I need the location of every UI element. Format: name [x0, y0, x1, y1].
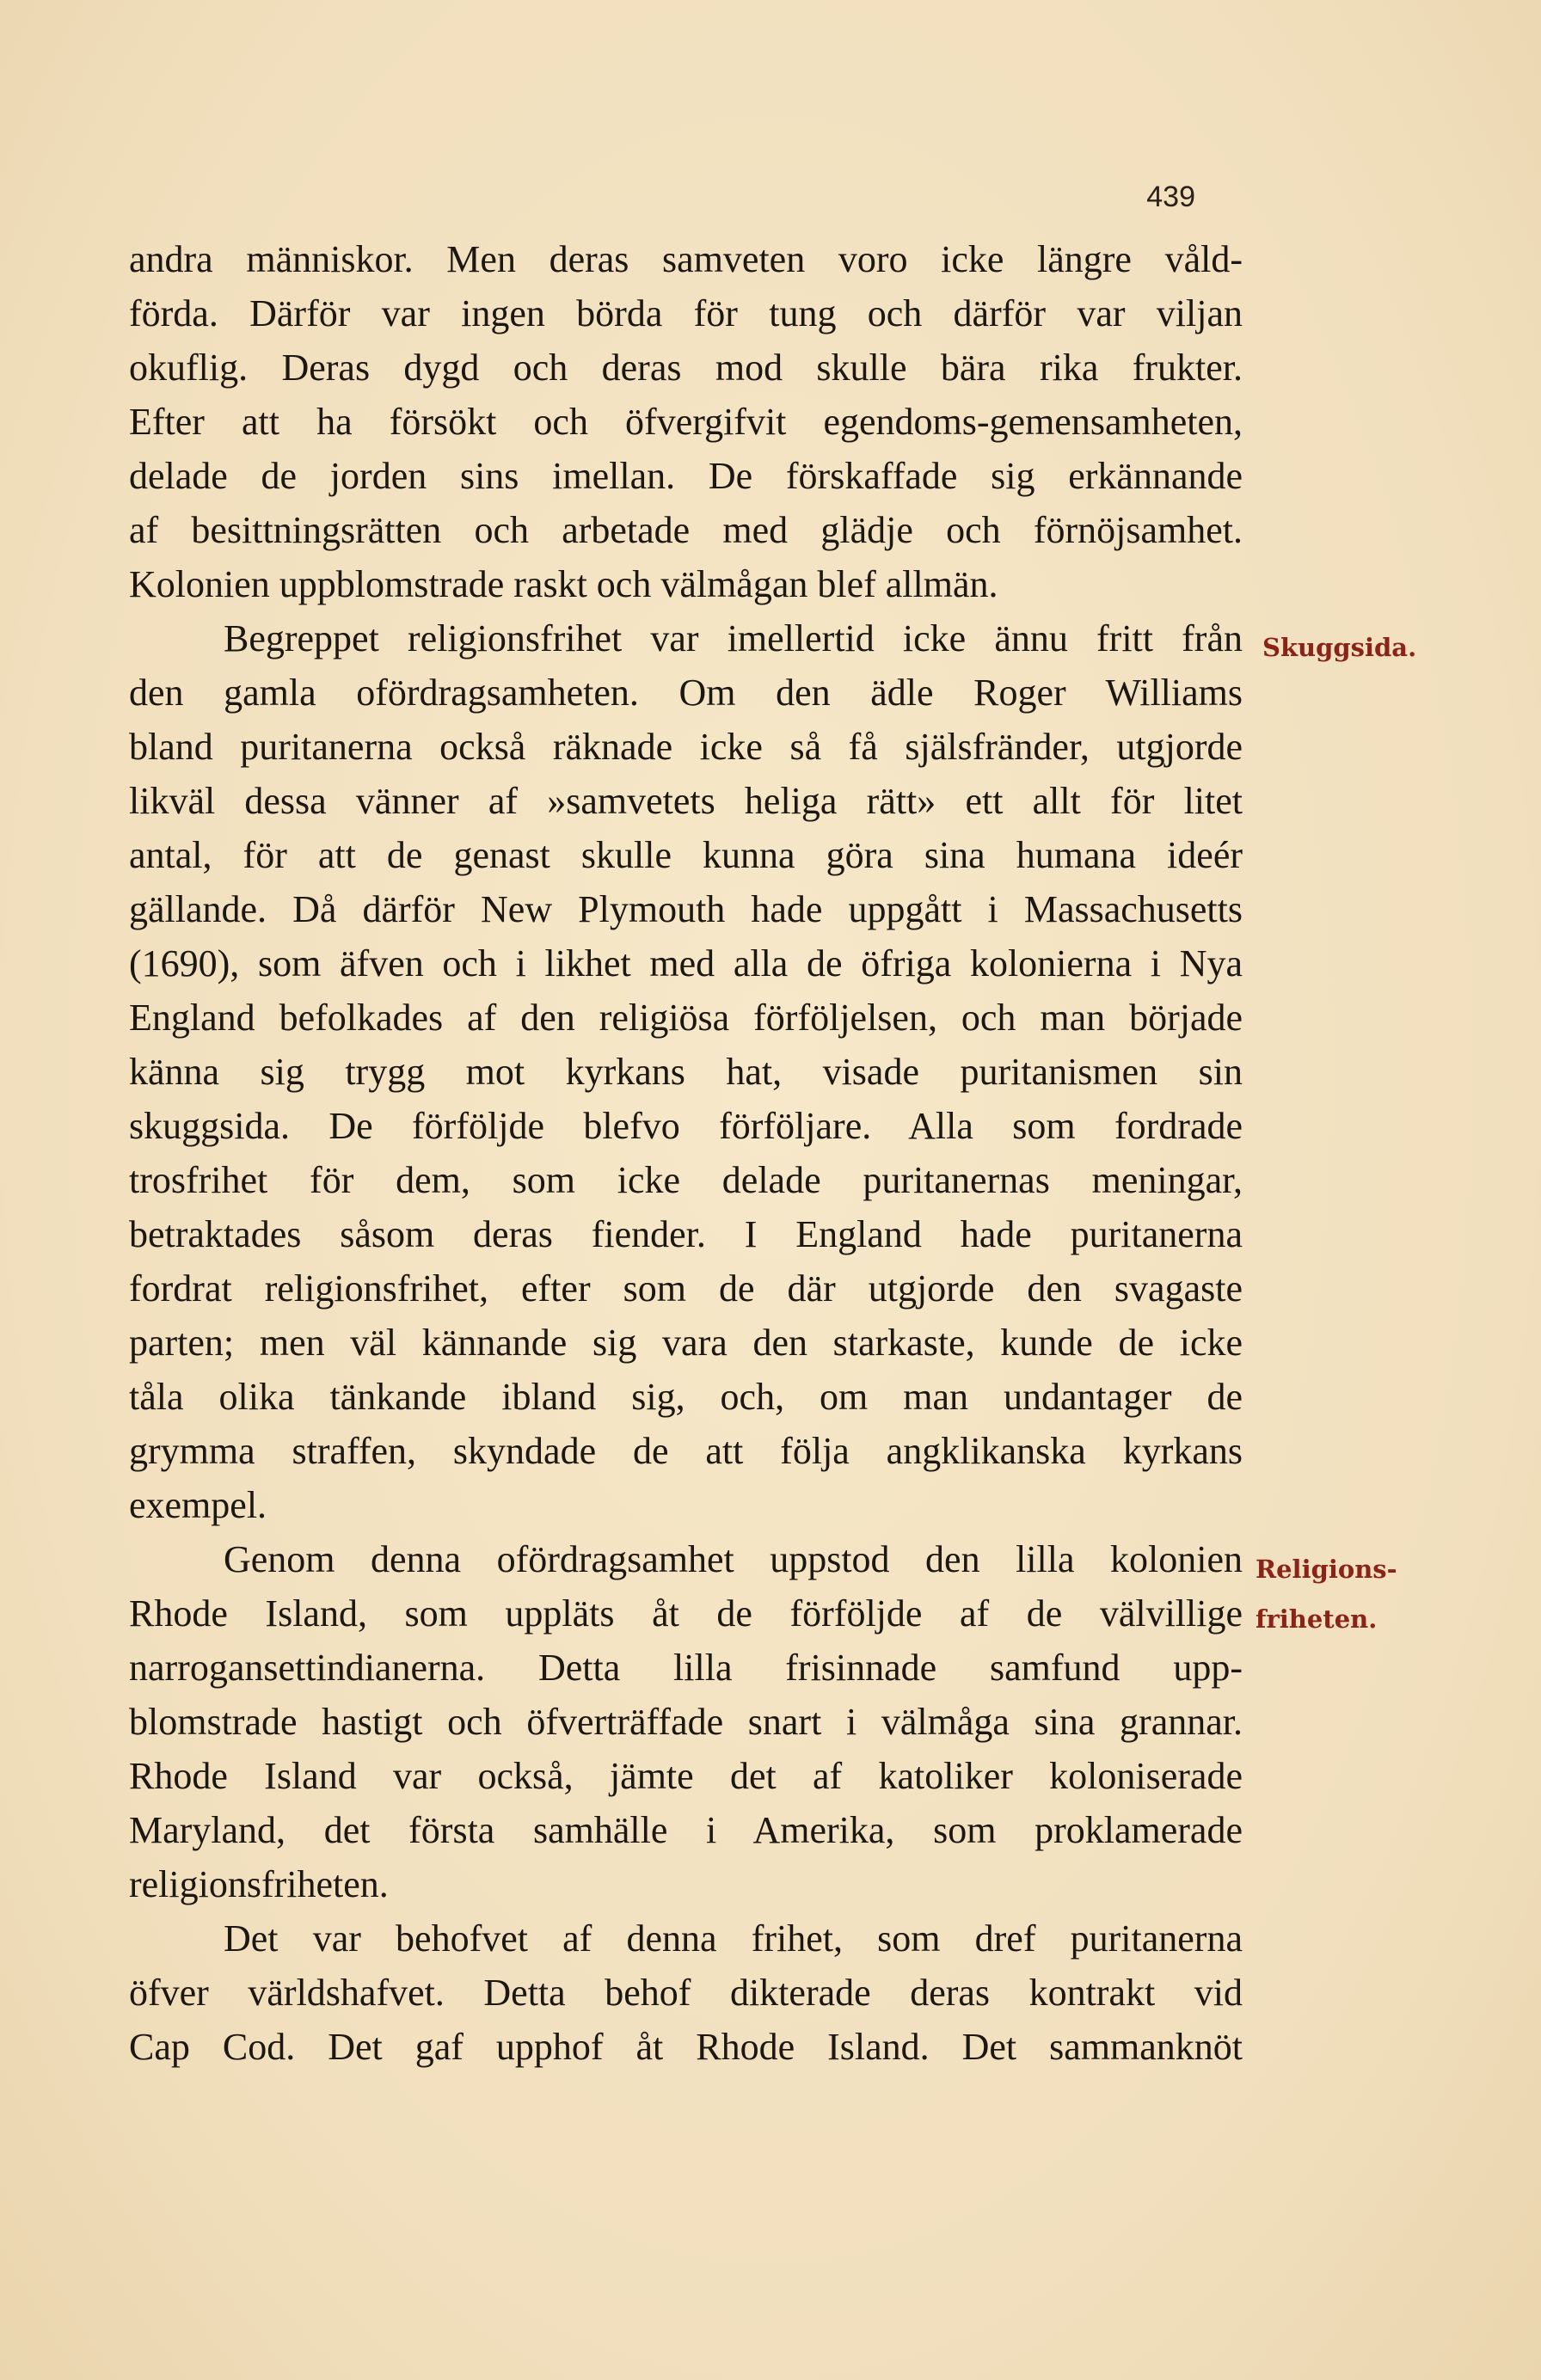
margin-note-religions: Religions-	[1256, 1555, 1397, 1584]
text-line: Rhode Island, som uppläts åt de förföljde af de välvillige	[129, 1592, 1243, 1635]
text-line: Kolonien uppblomstrade raskt och välmågan blef allmän.	[129, 563, 998, 605]
text-line: likväl dessa vänner af »samvetets heliga rätt» ett allt för litet	[129, 780, 1243, 822]
body-text	[129, 232, 1243, 2074]
text-line: betraktades såsom deras fiender. I England hade puritanerna	[129, 1213, 1243, 1255]
page-number: 439	[1146, 181, 1195, 213]
text-line: delade de jorden sins imellan. De förskaffade sig erkännande	[129, 455, 1243, 497]
text-line: fordrat religionsfrihet, efter som de där utgjorde den svagaste	[129, 1267, 1243, 1310]
text-line: tåla olika tänkande ibland sig, och, om man undantager de	[129, 1376, 1243, 1418]
text-line: förda. Därför var ingen börda för tung och därför var viljan	[129, 292, 1243, 334]
text-line: Begreppet religionsfrihet var imellertid icke ännu fritt från	[224, 617, 1243, 659]
text-line: andra människor. Men deras samveten voro icke längre våld-	[129, 238, 1243, 280]
text-line: bland puritanerna också räknade icke så få själsfränder, utgjorde	[129, 726, 1243, 768]
text-line: religionsfriheten.	[129, 1863, 389, 1905]
text-line: Genom denna ofördragsamhet uppstod den lilla kolonien	[224, 1538, 1243, 1580]
text-line: den gamla ofördragsamheten. Om den ädle Roger Williams	[129, 672, 1243, 714]
text-line: Cap Cod. Det gaf upphof åt Rhode Island. Det sammanknöt	[129, 2026, 1243, 2068]
text-line: Maryland, det första samhälle i Amerika, som proklamerade	[129, 1809, 1243, 1851]
text-line: parten; men väl kännande sig vara den starkaste, kunde de icke	[129, 1322, 1243, 1364]
text-line: gällande. Då därför New Plymouth hade uppgått i Massachusetts	[129, 888, 1243, 930]
text-line: antal, för att de genast skulle kunna göra sina humana ideér	[129, 834, 1243, 876]
text-line: narrogansettindianerna. Detta lilla frisinnade samfund upp-	[129, 1647, 1243, 1689]
text-line: skuggsida. De förföljde blefvo förföljare. Alla som fordrade	[129, 1105, 1243, 1147]
text-line: Det var behofvet af denna frihet, som dref puritanerna	[224, 1917, 1243, 1960]
text-line: af besittningsrätten och arbetade med glädje och förnöjsamhet.	[129, 509, 1243, 551]
margin-note-friheten: friheten.	[1256, 1604, 1378, 1634]
text-line: exempel.	[129, 1484, 267, 1526]
text-line: Efter att ha försökt och öfvergifvit egendoms-gemensamheten,	[129, 401, 1243, 443]
margin-note-skuggsida: Skuggsida.	[1262, 633, 1417, 662]
text-line: Rhode Island var också, jämte det af katoliker koloniserade	[129, 1755, 1243, 1797]
text-line: (1690), som äfven och i likhet med alla de öfriga kolonierna i Nya	[129, 942, 1243, 985]
text-line: blomstrade hastigt och öfverträffade snart i välmåga sina grannar.	[129, 1701, 1243, 1743]
text-line: okuflig. Deras dygd och deras mod skulle bära rika frukter.	[129, 347, 1243, 389]
text-line: grymma straffen, skyndade de att följa angklikanska kyrkans	[129, 1430, 1243, 1472]
text-line: England befolkades af den religiösa förföljelsen, och man började	[129, 997, 1243, 1039]
text-line: öfver världshafvet. Detta behof dikterade deras kontrakt vid	[129, 1972, 1243, 2014]
text-line: trosfrihet för dem, som icke delade puritanernas meningar,	[129, 1159, 1243, 1201]
text-line: känna sig trygg mot kyrkans hat, visade puritanismen sin	[129, 1051, 1243, 1093]
